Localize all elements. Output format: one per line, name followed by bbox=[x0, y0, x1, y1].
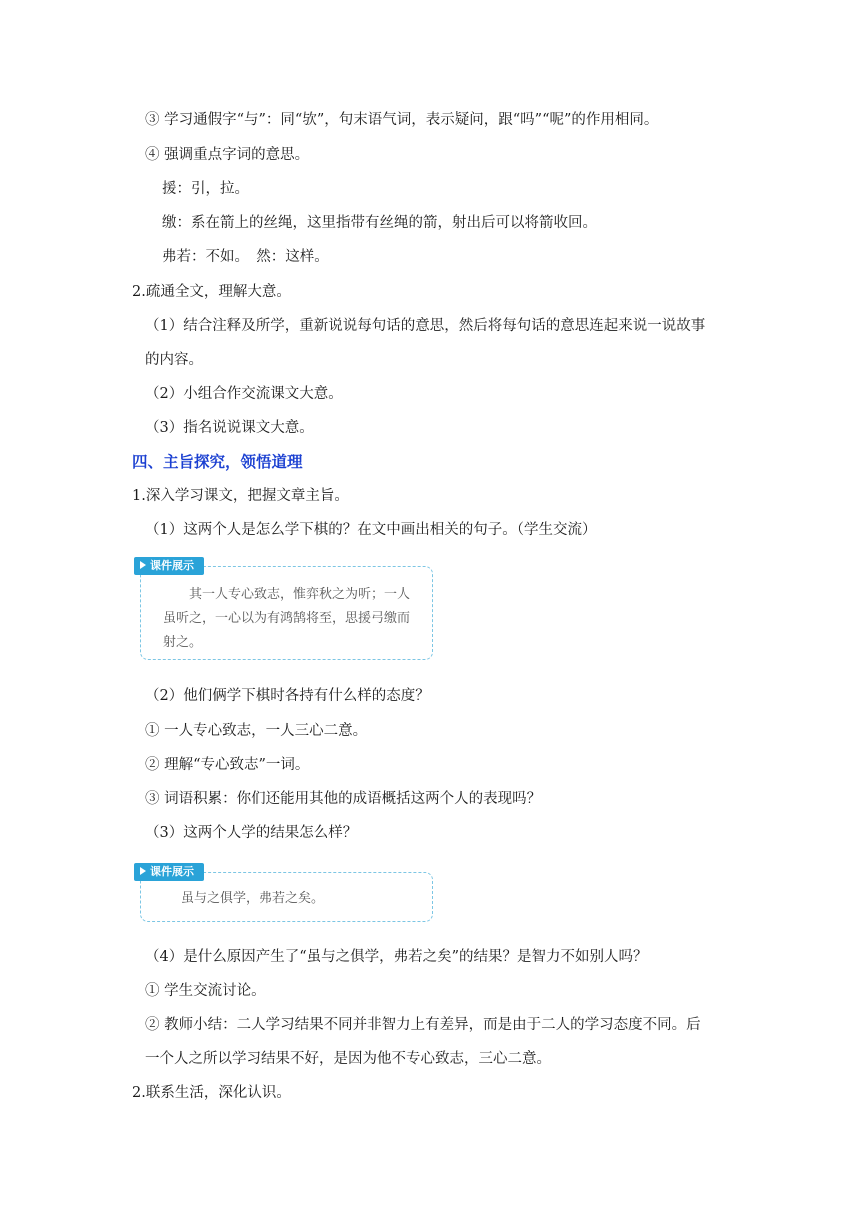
paragraph-line: ③ 学习通假字“与”：同“欤”，句末语气词，表示疑问，跟“吗”“呢”的作用相同。 bbox=[145, 112, 659, 128]
quote-line: 射之。 bbox=[163, 635, 203, 650]
section-item: 2.疏通全文，理解大意。 bbox=[132, 284, 291, 300]
play-triangle-icon bbox=[140, 561, 146, 569]
section-item: 2.联系生活，深化认识。 bbox=[132, 1085, 291, 1101]
paragraph-line: （2）他们俩学下棋时各持有什么样的态度？ bbox=[145, 688, 430, 704]
paragraph-line: （1）这两个人是怎么学下棋的？在文中画出相关的句子。（学生交流） bbox=[145, 522, 597, 538]
paragraph-line: ① 一人专心致志，一人三心二意。 bbox=[145, 723, 368, 739]
section-heading: 四、主旨探究，领悟道理 bbox=[132, 452, 303, 471]
courseware-card bbox=[140, 865, 433, 922]
section-item: 1.深入学习课文，把握文章主旨。 bbox=[132, 488, 349, 504]
quote-line: 虽与之俱学，弗若之矣。 bbox=[181, 891, 325, 906]
quote-line: 虽听之，一心以为有鸿鹄将至，思援弓缴而 bbox=[163, 611, 411, 626]
paragraph-line: （2）小组合作交流课文大意。 bbox=[145, 386, 343, 402]
play-triangle-icon bbox=[140, 867, 146, 875]
paragraph-line: 一个人之所以学习结果不好，是因为他不专心致志，三心二意。 bbox=[145, 1051, 551, 1067]
paragraph-line: （3）指名说说课文大意。 bbox=[145, 420, 314, 436]
courseware-tag bbox=[134, 863, 204, 881]
paragraph-line: 缴：系在箭上的丝绳，这里指带有丝绳的箭，射出后可以将箭收回。 bbox=[162, 215, 597, 231]
courseware-tag-label: 课件展示 bbox=[150, 865, 194, 878]
courseware-tag bbox=[134, 557, 204, 575]
paragraph-line: （1）结合注释及所学，重新说说每句话的意思，然后将每句话的意思连起来说一说故事 bbox=[145, 318, 706, 334]
paragraph-line: ① 学生交流讨论。 bbox=[145, 983, 266, 999]
paragraph-line: 的内容。 bbox=[145, 352, 203, 368]
paragraph-line: ④ 强调重点字词的意思。 bbox=[145, 147, 310, 163]
paragraph-line: （3）这两个人学的结果怎么样？ bbox=[145, 825, 358, 841]
paragraph-line: 弗若：不如。 然：这样。 bbox=[162, 249, 329, 265]
quote-text bbox=[181, 887, 418, 911]
paragraph-line: ③ 词语积累：你们还能用其他的成语概括这两个人的表现吗？ bbox=[145, 791, 542, 807]
paragraph-line: ② 理解“专心致志”一词。 bbox=[145, 757, 310, 773]
quote-line: 其一人专心致志，惟弈秋之为听；一人 bbox=[189, 587, 411, 602]
courseware-card bbox=[140, 559, 433, 660]
paragraph-line: （4）是什么原因产生了“虽与之俱学，弗若之矣”的结果？是智力不如别人吗？ bbox=[145, 949, 648, 965]
paragraph-line: 援：引，拉。 bbox=[162, 181, 249, 197]
courseware-tag-label: 课件展示 bbox=[150, 559, 194, 572]
paragraph-line: ② 教师小结：二人学习结果不同并非智力上有差异，而是由于二人的学习态度不同。后 bbox=[145, 1017, 701, 1033]
quote-text bbox=[163, 583, 418, 655]
